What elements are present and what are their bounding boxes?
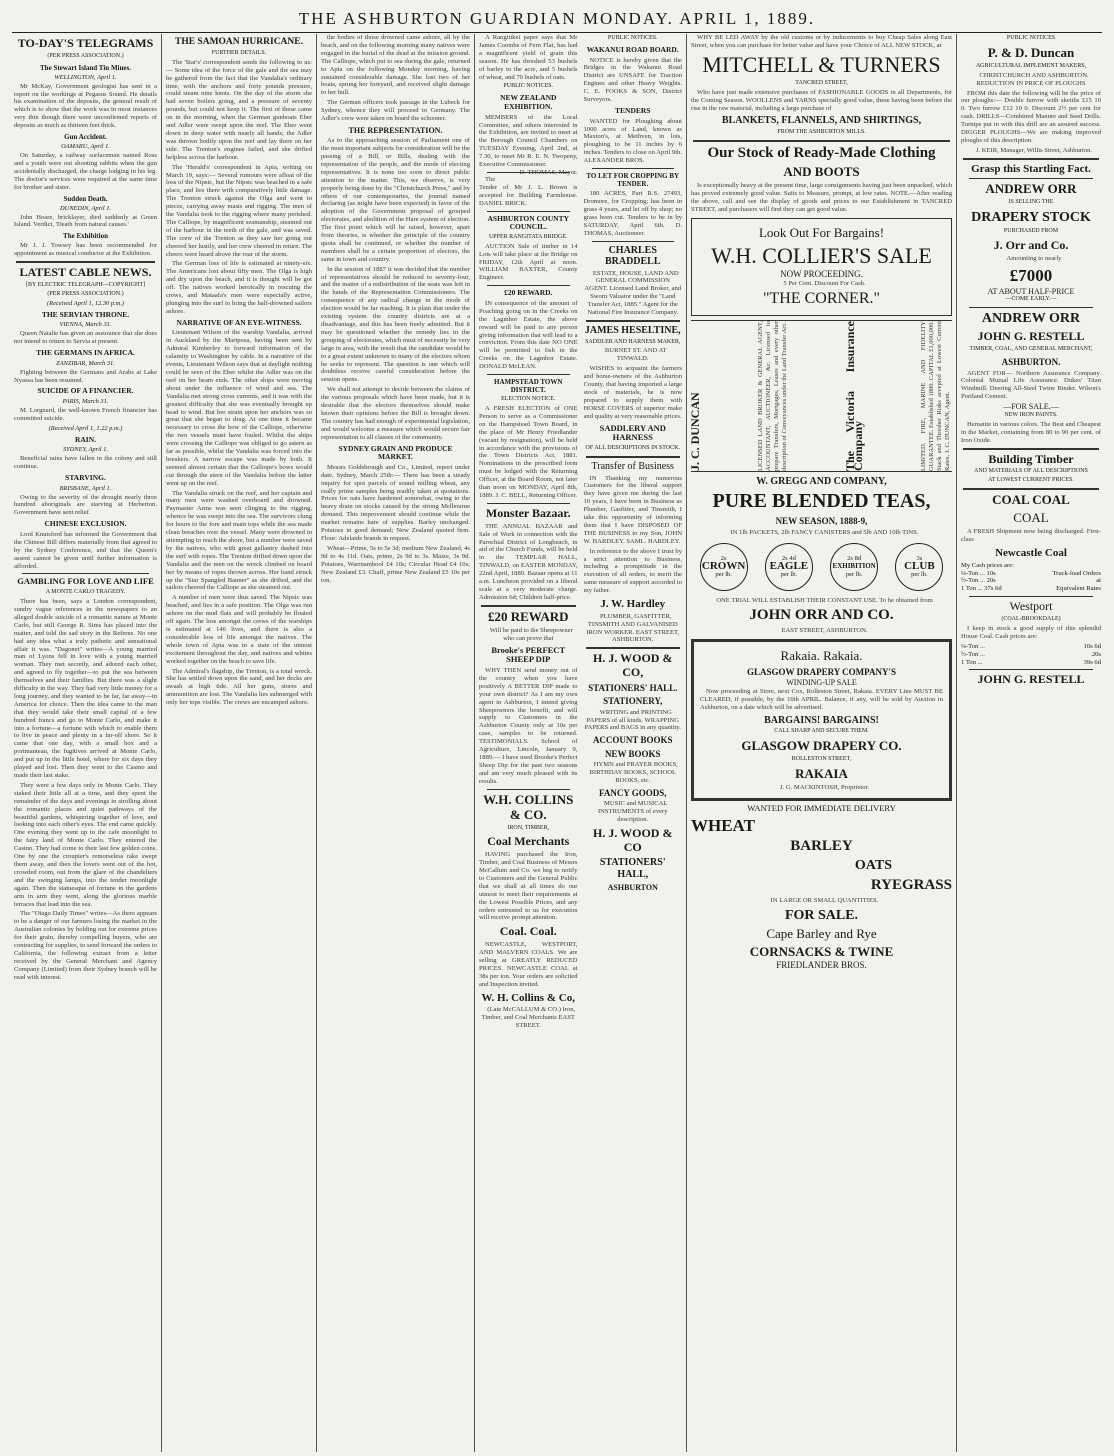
- coal-merchants-heading: Coal Merchants: [487, 834, 570, 849]
- reward2-heading: £20 REWARD: [487, 608, 569, 624]
- article-text: Beneficial rains have fallen in the colony and still continue.: [14, 455, 157, 471]
- ad-text: Is exceptionally heavy at the present time, large consignments having just been unpacked, which has proved extremely good value. Suits to Measure, prompt, at low rates. NOTE.—After reading the above, call and see the display of goods and prices to our Establishment in TANCRED STREET, and purchasers will find they can get good value.: [691, 182, 952, 213]
- new-books-heading: NEW BOOKS: [604, 748, 661, 759]
- come-early-label: —COME EARLY.—: [1005, 296, 1057, 303]
- duncan-heading: P. & D. Duncan: [987, 44, 1075, 60]
- article-text: The Vandalia struck on the reef, and her captain and many men were washed overboard and drowned. Paymaster Arms was seen clinging to the rigging, whence he was swept into the sea. The survivors clung for hours to the fore and main tops while the sea made clean breaches over the vessel. Many were drowned in attempting to reach the shore, but a number were saved by the natives, who with great gallantry dashed into the surf with ropes. The Trenton drifted down upon the Vandalia and the men on the wreck climbed on board her by means of ropes thrown across. Her band struck up the "Star Spangled Banner" as she drifted, and the sailors cheered the Calliope as she steamed out.: [166, 489, 312, 592]
- newcastle-heading: Newcastle Coal: [995, 546, 1067, 559]
- press-association-note: (PER PRESS ASSOCIATION.): [47, 52, 124, 59]
- duncan-subheading: AGRICULTURAL IMPLEMENT MAKERS,: [975, 62, 1087, 69]
- bridge-subheading: UPPER RANGITATA BRIDGE.: [488, 233, 568, 240]
- column-1: [10, 34, 162, 1452]
- heseltine-heading: JAMES HESELTINE,: [584, 325, 681, 336]
- article-text: A Rangitikei paper says that Mr James Coombs of Fern Flat, has had a magnificent yield of grain this season. He has threshed 53 bushels of barley to the acre, and 5 bushels of wheat, and 70 bushels of oats.: [479, 34, 578, 81]
- reward-heading: £20 REWARD.: [504, 288, 553, 298]
- column-2: [162, 34, 317, 1452]
- prices-label: AT LOWEST CURRENT PRICES.: [988, 477, 1074, 484]
- article-text: Mr McKay, Government geologist has sent in a report on the workings at Pegasus Sound. He details his examination of the deposits, the general result of which is to show that the work was in most instances very thin though there were unconfirmed reports of deposits as much as thirteen feet thick.: [14, 82, 157, 130]
- westport-heading: Westport: [1009, 599, 1053, 614]
- bargains-heading: Look Out For Bargains!: [758, 224, 885, 240]
- column-4b: PUBLIC NOTICES. WAKANUI ROAD BOARD. NOTICE is hereby given that the Bridges in the Wakanui Road District are UNSAFE for Traction Engines and other Heavy Weights. C. E. FOOKS & SON, District Surveyors. TENDERS WANTED for Ploughing about 1000 acres of Land, known as Maxton's, at Methven, in lots, ploughing to be 11 inches by 6 inches. Tenders to close on April 9th. ALEXANDER BROS. TO LET FOR CROPPING BY TENDER. 180 ACRES, Part R.S. 27493, Dromore, for Cropping; has been in grass 4 years, and let off by shop; no grass been cut. Tenders to be in by SATURDAY, April 6th. D. THOMAS, Auctioneer. CHARLES BRADDELL ESTATE, HOUSE, LAND AND GENERAL COMMISSION AGENT. Licensed Land Broker, and Sworn Valuator under the "Land Transfer Act, 1885." Agent for the National Fire Insurance Company. JAMES HESELTINE, SADDLER AND HARNESS MAKER, BURNET ST. AND AT TINWALD. WISHES to acquaint the farmers and horse-owners of the Ashburton County, that having imported a large stock of materials, he is now prepared to supply them with HORSE COVERS of superior make and quality at very reasonable prices. SADDLERY AND HARNESS OF ALL DESCRIPTIONS IN STOCK. Transfer of Business IN Thanking my numerous Customers for the liberal support they have given me during the last 10 years, I have been in Business as Plumber, Gasfitter, and Tinsmith, I take this opportunity of informing them that I have DISPOSED OF THE BUSINESS to my Son, JOHN W. HARDLEY. SAML. HARDLEY. In reference to the above I trust by a strict attention to Business, including a promptitude in the execution of all orders, to merit the same measure of support accorded to my father. J. W. Hardley PLUMBER, GASFITTER, TINSMITH AND GALVANISED IRON WORKER. EAST STREET, ASHBURTON. H. J. WOOD & CO, STATIONERS' HALL. STATIONERY, WRITING and PRINTING PAPERS of all kinds. WRAPPING PAPERS and BAGS in any quantity. ACCOUNT BOOKS NEW BOOKS HYMN and PRAYER BOOKS, BIRTHDAY BOOKS, SCHOOL BOOKS, etc. FANCY GOODS, MUSIC and MUSICAL INSTRUMENTS of every description. H. J. WOOD & CO STATIONERS' HALL, ASHBURTON: [583, 35, 682, 893]
- road-board-heading: WAKANUI ROAD BOARD.: [586, 44, 679, 54]
- gun-heading: Gun Accident.: [64, 133, 107, 142]
- timber-label: TIMBER, COAL, AND GENERAL MERCHANT,: [969, 346, 1093, 353]
- bargains2-heading: BARGAINS! BARGAINS!: [764, 714, 879, 726]
- coal-heading: Coal. Coal.: [499, 924, 557, 939]
- mitchell-heading: MITCHELL & TURNERS: [702, 51, 941, 77]
- hampstead-heading: HAMPSTEAD TOWN DISTRICT.: [494, 378, 563, 395]
- collins-heading: W.H. COLLINS & CO.: [483, 791, 574, 822]
- collier-heading: W.H. COLLIER'S SALE: [711, 242, 932, 268]
- andrew-orr-heading-2: ANDREW ORR: [981, 311, 1081, 327]
- tea-badge: 2s 8d EXHIBITION per lb.: [830, 543, 878, 591]
- ad-text: AGENT FOR— Northern Assurance Company. Colonial Mutual Life Assurance. Dukes' Titan Windmill. Deering All-Steel Twine Binder. Wilson's Portland Cement.: [961, 369, 1101, 401]
- narrative-heading: NARRATIVE OF AN EYE-WITNESS.: [176, 317, 302, 327]
- article-text: Messrs Goldsbrough and Co., Limited, report under date, Sydney, March 25th:— There has been a steady inquiry for spot parcels of sound milling wheat, any really prime samples being readily taken at quotations. Prices for oats have hardened somewhat, owing to the heavy drain on stocks caused by the strong Melbourne demand. This improvement should continue while the market remains bare of supplies. Barley unchanged. Potatoes in good demand; New Zealand quoted firm. Flour: Adelaide brands in request.: [321, 463, 470, 542]
- article-text: We shall not attempt to decide between the claims of the various proposals which have been made, but it is desirable that the electors themselves should make known their opinions before the Bill is brought down. The country has had enough of experimental legislation, and would welcome a measure which would secure fair representation to all classes of the community.: [321, 386, 470, 441]
- collier-subheading: NOW PROCEEDING.: [780, 268, 863, 279]
- article-text: The "Otago Daily Times" writes—As there appears to be a danger of our farmers losing the market in the Australian colonies by holding out for extreme prices for their grain, thereby compelling buyers, who are contracting for supplies, to send forward the orders to California, the following extract from a letter received by the General Merchant and Agency Company (Limited) from their Sydney branch will be read with interest.: [14, 910, 157, 981]
- account-books-heading: ACCOUNT BOOKS: [592, 735, 673, 746]
- ad-text: ESTATE, HOUSE, LAND AND GENERAL COMMISSION AGENT. Licensed Land Broker, and Sworn Valuator under the "Land Transfer Act, 1885." Agent for the National Fire Insurance Company.: [584, 269, 682, 317]
- press-association-note-2: (PER PRESS ASSOCIATION.): [47, 290, 124, 297]
- public-notices-label: PUBLIC NOTICES.: [503, 83, 554, 90]
- collier-ad: Look Out For Bargains! W.H. COLLIER'S SALE NOW PROCEEDING. 5 Per Cent. Discount For Cash. "THE CORNER.": [691, 218, 952, 316]
- article-text: The German loss of life is estimated at ninety-six. The Americans lost about fifty men. The Olga is high and dry upon the beach, and it is thought will be got off. The natives worked heroically in rescuing the crews, and Mataafa's men were especially active, plunging into the surf to bring the half-drowned sailors ashore.: [166, 260, 312, 315]
- ad-text: In reference to the above I trust by a strict attention to Business, including a promptitude in the execution of all orders, to merit the same measure of support accorded to my father.: [583, 547, 682, 595]
- copyright-note: [BY ELECTRIC TELEGRAPH—COPYRIGHT]: [26, 282, 145, 288]
- vertical-ads: J. C. DUNCAN LICENSED LAND BROKER & GENERAL AGENT, ACCOUNTANT, AUCTIONEER, &c. Licensed to prepare Transfers, Mortgages, Leases and every other description of Conveyances under the Land Transfer Act. The Victoria Insurance Company LIMITED. FIRE, MARINE AND FIDELITY GUARANTEE. Established 1880. CAPITAL £1,000,000. Stack and Thresher Risks accepted at Lowest Current Rates. J. C. DUNCAN, Agent.: [688, 320, 951, 471]
- bazaar-heading: Monster Bazaar.: [485, 505, 571, 520]
- ad-text: THE ANNUAL BAZAAR and Sale of Work in connection with the Parochial District of Longbeach, in aid of the Church Funds, will be held in the TEMPLAR HALL, TINWALD, on EASTER MONDAY, 22nd April, 1889. Bazaar opens at 11 a.m. Luncheon provided on a liberal scale at a very moderate charge. Admission 6d; Children half-price.: [479, 522, 578, 601]
- ad-text: Hematite in various colors. The Best and Cheapest in the Market, containing from 80 to 90 per cent. of Iron Oxide.: [961, 420, 1101, 444]
- gregg-heading: W. GREGG AND COMPANY,: [756, 475, 887, 487]
- article-text: The German officers took passage in the Lubeck for Sydney, whence they will proceed to Germany. The Adler's crew were taken on board the schooner.: [321, 99, 470, 123]
- public-notices-label-6: PUBLIC NOTICES: [1006, 35, 1056, 41]
- starving-heading: STARVING.: [65, 473, 106, 482]
- boots-heading: AND BOOTS: [783, 164, 860, 180]
- article-text: the bodies of those drowned came ashore, all by the beach, and on the following morning many natives were engaged in the burial of the dead at the mission ground. The Calliope, which put to sea during the gale, returned to Apia on the following Monday morning, having sustained considerable damage. She lost two of her boats, sprung her foreyard, and received slight damage to her hull.: [321, 34, 470, 97]
- column-4a: A Rangitikei paper says that Mr James Coombs of Fern Flat, has had a magnificent yield of grain this season. He has threshed 53 bushels of barley to the acre, and 5 bushels of wheat, and 70 bushels of oats. PUBLIC NOTICES. NEW ZEALAND EXHIBITION. MEMBERS of the Local Committee, and others interested in the Exhibition, are invited to meet at the Borough Council Chambers on TUESDAY Evening, April 2nd, at 7.30, to meet Mr R. E. N. Twopeny, Executive Commissioner. D. THOMAS, Mayor. The Tender of Mr J. L. Brown is accepted for Building Farmhouse. DANIEL BRICK. ASHBURTON COUNTY COUNCIL. UPPER RANGITATA BRIDGE. AUCTION Sale of timber in 14 Lots will take place at the Bridge on FRIDAY, 12th April at noon. WILLIAM BAXTER, County Engineer. £20 REWARD. IN consequence of the amount of Poaching going on in the Creeks on the Lagmhor Estate, the above reward will be paid to any person giving information that will lead to a conviction. From this date NO ONE will be permitted to fish in the Creeks on the Lagmhor Estate. DONALD McLEAN. HAMPSTEAD TOWN DISTRICT. ELECTION NOTICE. A FRESH ELECTION of ONE Person to serve as a Commissioner on the Hampstead Town Board, in the place of Mr Henry Friedlander (vacant by resignation), will be held in accordance with the provisions of the Town Districts Act, 1881. Nominations in the prescribed form must be lodged with the Returning Officer, at the Board Room, not later than noon on MONDAY, April 8th, 1889. J. C. BELL, Returning Officer. Monster Bazaar. THE ANNUAL BAZAAR and Sale of Work in connection with the Parochial District of Longbeach, in aid of the Church Funds, will be held in the TEMPLAR HALL, TINWALD, on EASTER MONDAY, 22nd April, 1889. Bazaar opens at 11 a.m. Luncheon provided on a liberal scale at a very moderate charge. Admission 6d; Children half-price. £20 REWARD Will be paid to the Sheepowner who can prove that Brooke's PERFECT SHEEP DIP WHY THEN send money out of the country when you have positively A BETTER DIP made to your own district? As I am my own agent in Ashburton, I intend giving Sheepowners the benefit, and will supply to Customers in the Ashburton County only at 10s per case, samples to be returned. TESTIMONIALS. School of Agriculture, Lincoln, January 9, 1889.— I have used Brooke's Perfect Sheep Dip for the past two seasons and am very much pleased with its results. W.H. COLLINS & CO. IRON, TIMBER, Coal Merchants HAVING purchased the Iron, Timber, and Coal Business of Messrs McCallum and Co. we beg to notify to Customers and the General Public that we shall at all times do our utmost to meet their requirements at the Lowest Possible Prices, and any orders entrusted to us for execution will receive prompt attention. Coal. Coal. NEWCASTLE, WESTPORT, AND MALVERN COALS. We are selling at GREATLY REDUCED PRICES. NEWCASTLE COAL at 38s per ton. Your orders are solicited and Inspection invited. W. H. Collins & Co, (Late McCALLUM & CO.) Iron, Timber, and Coal Merchants EAST STREET.: [479, 34, 578, 1030]
- ad-text: AUCTION Sale of timber in 14 Lots will take place at the Bridge on FRIDAY, 12th April at noon. WILLIAM BAXTER, County Engineer.: [479, 242, 578, 282]
- gun-dateline: OAMARU, April 1.: [61, 143, 110, 151]
- tea-badges: [691, 543, 952, 591]
- stock-heading: Our Stock of Ready-Made Clothing: [707, 144, 936, 161]
- ad-text: FROM this date the following will be the price of our ploughs:— Double furrow with skeiths £15 10 0. Two furrow £12 10 0. Discount 2½ per cent for cash. DRILLS—Combined Manure and Seed Drills. Turnips put in with this drill are an assured success. DIGGER PLOUGHS—We are making improved ploughs of this description.: [961, 89, 1101, 144]
- election-notice: ELECTION NOTICE.: [501, 396, 556, 403]
- friedlander-label: FRIEDLANDER BROS.: [776, 959, 867, 970]
- fancy-goods-heading: FANCY GOODS,: [599, 787, 667, 798]
- hardley-heading: J. W. Hardley: [600, 598, 666, 611]
- ashburton-heading: ASHBURTON.: [1001, 357, 1061, 368]
- iron-paints-label: NEW IRON PAINTS.: [1004, 412, 1058, 419]
- wood2-heading: H. J. WOOD & CO: [593, 825, 673, 854]
- article-text: In the session of 1887 it was decided that the number of representatives should be reduced to seventy-four, and the matter of a redistribution of the seats was left in the hands of the Representation Commissioners. The consequence of any radical change in the mode of election would be far reaching. It is plain that under the existing system the country districts are at a disadvantage, and this has been freely admitted. But it may be questioned whether the remedy lies in the grouping of electorates, which must of necessity be very large in area, with the result that the candidate would be to a great extent unknown to many of the electors whom he seeks to represent. The question is one which will doubtless receive careful consideration before the session opens.: [321, 265, 470, 384]
- building-timber-heading: Building Timber: [988, 451, 1074, 466]
- grasp-heading: Grasp this Startling Fact.: [971, 162, 1091, 175]
- gambling-heading: GAMBLING FOR LOVE AND LIFE: [17, 576, 154, 587]
- braddell-heading: CHARLES BRADDELL: [604, 244, 661, 268]
- telegrams-heading: TO-DAY'S TELEGRAMS: [17, 36, 154, 50]
- samoan-heading: THE SAMOAN HURRICANE.: [175, 37, 303, 47]
- article-text: John Hoare, bricklayer, died suddenly at Green Island. Verdict, 'Death from natural causes.': [14, 213, 157, 229]
- transfer-heading: Transfer of Business: [591, 461, 674, 472]
- ad-text: NOTICE is hereby given that the Bridges in the Wakanui Road District are UNSAFE for Traction Engines and other Heavy Weights. C. E. FOOKS & SON, District Surveyors.: [583, 56, 682, 104]
- orr-co-heading: J. Orr and Co.: [993, 238, 1069, 253]
- brooke-heading: Brooke's PERFECT SHEEP DIP: [491, 644, 566, 665]
- article-text: They were a few days only in Monte Carlo. They staked their little all at a time, and they spent the remainder of the days and evenings in strolling about the romantic places and quiet pathways of the beautiful gardens, whispering together of love, and looking into each other's eyes. The end came quickly. One evening they went up to the cafe moonlight to the fairy land of Monte Carlo. They entered the Casino. They had come to their last few golden coins. One by one the croupier's remorseless rake swept them away, and then the lovers went out of the hot, crowded room, out from the glare of the chandeliers and the swinging lamps, into the tender moonlight again. Then the statuesque of fortune in the gardens arm in arm they went, along the glorious marble terraces that lead into the sea.: [14, 781, 157, 908]
- article-text: Fighting between the Germans and Arabs at Lake Nyassa has been resumed.: [14, 368, 157, 384]
- barley-heading: BARLEY: [790, 838, 853, 855]
- ad-text: I keep in stock a good supply of this splendid House Coal. Cash prices are:: [961, 624, 1101, 640]
- wood-heading: H. J. WOOD & CO,: [593, 651, 673, 680]
- article-text: The Admiral's flagship, the Trenton, is a total wreck. She has settled down upon the sand, and her decks are awash at high tide. All her guns, stores and ammunition are lost. The Vandalia lies submerged with only her tops visible. The crews are encamped ashore.: [166, 667, 312, 707]
- suicide-dateline: PARIS, March 31.: [62, 398, 109, 406]
- mitchell-subheading: TANCRED STREET,: [795, 79, 848, 86]
- forsale-label-6: —FOR SALE.—: [1003, 402, 1059, 412]
- purchased-label: PURCHASED FROM: [1003, 228, 1059, 235]
- glasgow-heading: GLASGOW DRAPERY COMPANY'S: [746, 666, 897, 677]
- materials-label: AND MATERIALS OF ALL DESCRIPTIONS: [974, 468, 1088, 475]
- forsale-heading: FOR SALE.: [784, 907, 859, 923]
- rain-dateline: SYDNEY, April 1.: [62, 446, 109, 454]
- sudden-heading: Sudden Death.: [63, 194, 108, 203]
- coal-prices: My Cash prices are: ¼-Ton ... 10s Truck-load Orders ½-Ton ... 20s at 1 Ton ... 37s 6d Equivalent Rates: [961, 561, 1101, 593]
- blankets-heading: BLANKETS, FLANNELS, AND SHIRTINGS,: [721, 115, 922, 127]
- ad-text: Who have just made extensive purchases of FASHIONABLE GOODS in all Departments, for the Coming Season. WOOLLENS and YARNS specially good value, these having been before the rise in the raw material, including a large purchase of: [691, 88, 952, 112]
- ad-text: Will be paid to the Sheepowner who can prove that: [489, 626, 573, 642]
- article-text: The 'Star's' correspondent sends the following to us:— Some idea of the force of the gale and the sea may be gathered from the fact that the Vandalia's ordinary time, with the anchors and forty pounds pressure, could steam nine knots. On the day of the storm she had seven boilers going, and a pressure of seventy pounds, but could not keep it. The first of these came on in the morning, when the German gunboats Eber and Adler were swept upon the reef. The Eber went down in deep water with nearly all hands; the Adler was thrown bodily upon the reef and lay there on her side. The Trenton's engines failed, and she drifted helpless across the harbour.: [166, 58, 312, 161]
- ad-text: NEWCASTLE, WESTPORT, AND MALVERN COALS. We are selling at GREATLY REDUCED PRICES. NEWCASTLE COAL at 38s per ton. Your orders are solicited and Inspection invited.: [479, 941, 578, 988]
- coal-heading-6: COAL COAL: [992, 492, 1070, 508]
- germans-dateline: ZANZIBAR, March 31.: [56, 359, 115, 367]
- column-3: [317, 34, 475, 1452]
- exhibition-heading: The Exhibition: [63, 232, 108, 241]
- ad-text: HAVING purchased the Iron, Timber, and Coal Business of Messrs McCallum and Co. we beg to notify to Customers and the General Public that we shall at all times do our utmost to meet their requirements at the Lowest Possible Prices, and any orders entrusted to us for execution will receive prompt attention.: [479, 851, 578, 922]
- article-text: Lord Knutsford has informed the Government that the Chinese Bill differs materially from that agreed to by the Sydney Conference, and that the Queen's assent cannot be given until further information is afforded.: [14, 530, 157, 570]
- halfprice-label: AT ABOUT HALF-PRICE: [987, 286, 1075, 296]
- ad-text: WHY BE LED AWAY by the old customs or by inducements to buy Cheap Sales along East Street, when you can purchase for better value and have your Choice of ALL NEW STOCK, at: [691, 34, 952, 49]
- rain-heading: RAIN.: [74, 434, 97, 444]
- stewart-dateline: WELLINGTON, April 1.: [54, 73, 117, 81]
- stationery-heading: STATIONERY,: [603, 696, 663, 707]
- county-council-heading: ASHBURTON COUNTY COUNCIL.: [487, 213, 569, 232]
- ashburton-label: ASHBURTON: [607, 883, 658, 893]
- ad-text: WISHES to acquaint the farmers and horse-owners of the Ashburton County, that having imported a large stock of materials, he is now prepared to supply them with HORSE COVERS of superior make and quality at very reasonable prices.: [583, 365, 682, 420]
- rakaia-heading: Rakaia. Rakaia.: [780, 647, 863, 663]
- ad-text: The Tender of Mr J. L. Brown is accepted for Building Farmhouse. DANIEL BRICK.: [479, 175, 578, 207]
- ad-text: 180 ACRES, Part R.S. 27493, Dromore, for Cropping; has been in grass 4 years, and let off by shop; no grass been cut. Tenders to be in by SATURDAY, April 6th. D. THOMAS, Auctioneer.: [583, 190, 682, 237]
- received-note-2: (Received April 1, 1.22 p.m.): [48, 424, 123, 432]
- sydney-market-heading: SYDNEY GRAIN AND PRODUCE MARKET.: [338, 443, 453, 462]
- ad-text: A FRESH Shipment now being discharged. First-class: [961, 528, 1101, 544]
- ad-text: (Late McCALLUM & CO.) Iron, Timber, and Coal Merchants EAST STREET.: [481, 1006, 576, 1030]
- stationers-heading: STATIONERS' HALL.: [588, 682, 678, 693]
- stewart-heading: The Stewart Island Tin Mines.: [40, 63, 131, 72]
- tenders-heading: TENDERS: [615, 105, 651, 115]
- article-text: A number of men were thus saved. The Nipsic was beached, and lies in a safe position. The Olga was run ashore on the mud flats and will probably be floated off again. The loss amongst the crews of the warships is estimated at 146 lives, and there is also a considerable loss of life amongst the natives. The whole town of Apia was in a state of the utmost excitement throughout the day, and natives and whites worked together on the beach to save life.: [166, 594, 312, 665]
- selling-label: IS SELLING THE: [1008, 199, 1054, 206]
- article-text: The 'Herald's' correspondent in Apia, writing on March 19, says:— Several rumours were afloat of the loss of the Nipsic, but the Nipsic was beached in a safe place, and lies there with comparatively little damage. The Trenton struck against the Olga and went to pieces, carrying away masts and rigging. The men of the Vandalia took to the rigging where many perished. The Calliope, by magnificent seamanship, steamed out of the harbour in the teeth of the gale, and was saved. The crew of the Trenton as they saw her going out cheered her lustily, and her crew cheered in return. The cheers were heard above the roar of the storm.: [166, 163, 312, 258]
- winding-up-heading: WINDING-UP SALE: [786, 677, 857, 687]
- exhibition-ad-heading: NEW ZEALAND EXHIBITION.: [500, 93, 557, 111]
- chinese-heading: CHINESE EXCLUSION.: [44, 519, 127, 529]
- samoan-subheading: FURTHER DETAILS.: [211, 49, 267, 56]
- servian-dateline: VIENNA, March 31.: [59, 321, 112, 329]
- starving-dateline: BRISBANE, April 1.: [59, 484, 112, 492]
- heseltine-subheading: SADDLER AND HARNESS MAKER,: [585, 338, 681, 345]
- season-heading: NEW SEASON, 1888-9,: [775, 516, 868, 527]
- article-text: There has been, says a London correspondent, sundry vague references in the newspapers to an alleged double suicide of a romantic nature at Monte Carlo, but still George R. Sims has placed into the matter, and told the sad story in the Referee. No one had any idea what a truly pathetic and sensational affair it was. "Dagonet" writes—A young married man of Lyons fell in love with a young married woman. They met secretly, and adored each other, and agreed to fly together—to put the sea between themselves and their families. But there was a slight difficulty in the way. They had very little money for a long journey, and they wanted to be far, far away—in America for choice. Then the idea came to the man that they would take their small capital of a few hundred francs and go to Monte Carlo, and make it into a fortune—a fortune with which to enable them to live in peace and plenty in a far-off shore. So it came that one day, with a small box and a portmanteau, the fugitives arrived at Monte Carlo, and put up in the little hotel, where for six days they played and lost. Then they went to the Casino and made their last stake.: [14, 598, 157, 780]
- article-text: M. Lorgnard, the well-known French financier has committed suicide.: [14, 406, 157, 422]
- column-4: [475, 34, 687, 1452]
- coal2-heading: COAL: [1013, 510, 1049, 526]
- tea-badge: 2s CROWN per lb.: [700, 543, 748, 591]
- ad-text: Now proceeding at Store, next Cox, Rolleston Street, Rakaia. EVERY Line MUST BE CLEARED, if possible, by the 10th APRIL. Balance, if any, will be sold by Auction in Ashburton, on a date which will be advertised.: [700, 687, 943, 711]
- ad-text: A FRESH ELECTION of ONE Person to serve as a Commissioner on the Hampstead Town Board, in the place of Mr Henry Friedlander (vacant by resignation), will be held in accordance with the provisions of the Town Districts Act, 1881. Nominations in the prescribed form must be lodged with the Returning Officer, at the Board Room, not later than noon on MONDAY, April 8th, 1889. J. C. BELL, Returning Officer.: [479, 405, 578, 499]
- column-5: WHY BE LED AWAY by the old customs or by inducements to buy Cheap Sales along East Street, when you can purchase for better value and have your Choice of ALL NEW STOCK, at MITCHELL & TURNERS TANCRED STREET, Who have just made extensive purchases of FASHIONABLE GOODS in all Departments, for the Coming Season. WOOLLENS and YARNS specially good value, these having been before the rise in the raw material, including a large purchase of BLANKETS, FLANNELS, AND SHIRTINGS, FROM THE ASHBURTON MILLS. Our Stock of Ready-Made Clothing AND BOOTS Is exceptionally heavy at the present time, large consignments having just been unpacked, which has proved extremely good value. Suits to Measure, prompt, at low rates. NOTE.—After reading the above, call and see the display of goods and prices to our Establishment in TANCRED STREET, and purchasers will find they can get good value. Look Out For Bargains! W.H. COLLIER'S SALE NOW PROCEEDING. 5 Per Cent. Discount For Cash. "THE CORNER." J. C. DUNCAN LICENSED LAND BROKER & GENERAL AGENT, ACCOUNTANT, AUCTIONEER, &c. Licensed to prepare Transfers, Mortgages, Leases and every other description of Conveyances under the Land Transfer Act. The Victoria Insurance Company LIMITED. FIRE, MARINE AND FIDELITY GUARANTEE. Established 1880. CAPITAL £1,000,000. Stack and Thresher Risks accepted at Lowest Current Rates. J. C. DUNCAN, Agent. W. GREGG AND COMPANY, PURE BLENDED TEAS, NEW SEASON, 1888-9, IN 1lb PACKETS, 2lb FANCY CANISTERS and 5lb AND 10lb TINS. 2s CROWN per lb. 2s 4d EAGLE per lb. 2s 8d EXHIBITION per lb. 3s CLUB per lb. ONE TRIAL WILL ESTABLISH THEIR CONSTANT USE. To be obtained from JOHN ORR AND CO. EAST STREET, ASHBURTON. Rakaia. Rakaia. GLASGOW DRAPERY COMPANY'S WINDING-UP SALE Now proceeding at Store, next Cox, Rolleston Street, Rakaia. EVERY Line MUST BE CLEARED, if possible, by the 10th APRIL. Balance, if any, will be sold by Auction in Ashburton, on a date which will be advertised. BARGAINS! BARGAINS! CALL SHARP AND SECURE THEM. GLASGOW DRAPERY CO. ROLLESTON STREET, RAKAIA J. G. MACKINTOSH, Proprietor. WANTED FOR IMMEDIATE DELIVERY WHEAT BARLEY OATS RYEGRASS IN LARGE OR SMALL QUANTITIES. FOR SALE. Cape Barley and Rye CORNSACKS & TWINE FRIEDLANDER BROS.: [687, 34, 957, 1452]
- ad-text: MEMBERS of the Local Committee, and others interested in the Exhibition, are invited to meet at the Borough Council Chambers on TUESDAY Evening, April 2nd, at 7.30, to meet Mr R. E. N. Twopeny, Executive Commissioner. D. THOMAS, Mayor.: [479, 113, 578, 176]
- cape-barley-heading: Cape Barley and Rye: [766, 925, 877, 941]
- teas-heading: PURE BLENDED TEAS,: [712, 490, 931, 513]
- glasgow-ad: Rakaia. Rakaia. GLASGOW DRAPERY COMPANY'S WINDING-UP SALE Now proceeding at Store, next Cox, Rolleston Street, Rakaia. EVERY Line MUST BE CLEARED, if possible, by the 10th APRIL. Balance, if any, will be sold by Auction in Ashburton, on a date which will be advertised. BARGAINS! BARGAINS! CALL SHARP AND SECURE THEM. GLASGOW DRAPERY CO. ROLLESTON STREET, RAKAIA J. G. MACKINTOSH, Proprietor.: [691, 639, 952, 801]
- amount-heading: £7000: [1009, 266, 1053, 285]
- cable-news-heading: LATEST CABLE NEWS.: [19, 265, 152, 280]
- crop-heading: TO LET FOR CROPPING BY TENDER.: [586, 172, 680, 189]
- corner-heading: "THE CORNER.": [762, 290, 881, 308]
- cornsacks-heading: CORNSACKS & TWINE: [749, 943, 894, 959]
- tea-badge: 3s CLUB per lb.: [895, 543, 943, 591]
- orr-heading: JOHN ORR AND CO.: [749, 607, 894, 624]
- wheat-heading: WHEAT: [691, 815, 755, 835]
- monte-carlo-subheading: A MONTE CARLO TRAGEDY.: [45, 589, 126, 596]
- stationers2-heading: STATIONERS' HALL,: [599, 857, 666, 880]
- ad-text: IN Thanking my numerous Customers for the liberal support they have given me during the last 10 years, I have been in Business as Plumber, Gasfitter, and Tinsmith, I take this opportunity of informing them that I have DISPOSED OF THE BUSINESS to my Son, JOHN W. HARDLEY. SAML. HARDLEY.: [583, 474, 682, 545]
- suicide-heading: SUICIDE OF A FINANCIER.: [37, 386, 134, 396]
- masthead-rule: [12, 32, 1102, 33]
- column-6: PUBLIC NOTICES P. & D. Duncan AGRICULTURAL IMPLEMENT MAKERS, CHRISTCHURCH AND ASHBURTON. REDUCTION IN PRICE OF PLOUGHS FROM this date the following will be the price of our ploughs:— Double furrow with skeiths £15 10 0. Two furrow £12 10 0. Discount 2½ per cent for cash. DRILLS—Combined Manure and Seed Drills. Turnips put in with this drill are an assured success. DIGGER PLOUGHS—We are making improved ploughs of this description. J. KEIR, Manager, Willis Street, Ashburton. Grasp this Startling Fact. ANDREW ORR IS SELLING THE DRAPERY STOCK PURCHASED FROM J. Orr and Co. Amounting to nearly £7000 AT ABOUT HALF-PRICE —COME EARLY.— ANDREW ORR JOHN G. RESTELL TIMBER, COAL, AND GENERAL MERCHANT, ASHBURTON. AGENT FOR— Northern Assurance Company. Colonial Mutual Life Assurance. Dukes' Titan Windmill. Deering All-Steel Twine Binder. Wilson's Portland Cement. —FOR SALE.— NEW IRON PAINTS. Hematite in various colors. The Best and Cheapest in the Market, containing from 80 to 90 per cent. of Iron Oxide. Building Timber AND MATERIALS OF ALL DESCRIPTIONS AT LOWEST CURRENT PRICES. COAL COAL COAL A FRESH Shipment now being discharged. First-class Newcastle Coal My Cash prices are: ¼-Ton ... 10s Truck-load Orders ½-Ton ... 20s at 1 Ton ... 37s 6d Equivalent Rates Westport (COAL-BROOKDALE) I keep in stock a good supply of this splendid House Coal. Cash prices are: ¼-Ton ... 10s 6d ½-Ton ... 20s 1 Ton ... 39s 6d JOHN G. RESTELL: [961, 35, 1101, 687]
- tea-badge: 2s 4d EAGLE per lb.: [765, 543, 813, 591]
- article-text: Mr J. J. Towsey has been recommended for appointment as musical conductor at the Exhibition.: [14, 242, 157, 258]
- representation-heading: THE REPRESENTATION.: [348, 125, 443, 135]
- sudden-dateline: DUNEDIN, April 1.: [59, 204, 111, 212]
- article-text: As to the approaching session of Parliament one of the most important subjects for consideration will be the passing of a Bill, or Bills, dealing with the representation of the people, and the mode of electing representatives. It is none too soon to direct public attention to the matter. This, we observe, is very properly being done by the "Christchurch Press," and by others of our contemporaries, the journal named declaring (as might have been expected) in favor of the adoption of the Government proposal of grouped electorates, and abolition of the Hare system of election. The first point which will be raised, however, apart from theories, is whether the principle of the country quota shall be continued, or whether the number of members shall be a certain proportion of electors, the same in town and country.: [321, 137, 470, 263]
- rakaia2-heading: RAKAIA: [795, 765, 848, 781]
- received-note: (Received April 1, 12.30 p.m.): [47, 299, 124, 307]
- restell-heading-2: JOHN G. RESTELL: [977, 672, 1085, 687]
- germans-heading: THE GERMANS IN AFRICA.: [36, 348, 135, 358]
- amounting-label: Amounting to nearly: [1006, 255, 1062, 263]
- oats-heading: OATS: [854, 858, 892, 874]
- masthead: THE ASHBURTON GUARDIAN MONDAY. APRIL 1, 1889.: [298, 9, 816, 28]
- article-text: Owing to the severity of the drought nearly three hundred aboriginals are starving at Herberton. Government have sent relief.: [14, 493, 157, 517]
- ad-text: IN consequence of the amount of Poaching going on in the Creeks on the Lagmhor Estate, the above reward will be paid to any person giving information that will lead to a conviction. From this date NO ONE will be permitted to fish in the Creeks on the Lagmhor Estate. DONALD McLEAN.: [479, 299, 578, 371]
- article-text: Wheat—Prime, 5s to 5s 3d; medium New Zealand, 4s 9d to 4s 11d. Oats, prime, 2s 9d to 3s. Maize, 3s 9d. Potatoes, Warrnambool £4 10s; Circular Head £4 10s; New Zealand £3. Chaff, prime New Zealand £5 10s per ton.: [321, 544, 470, 584]
- ryegrass-heading: RYEGRASS: [870, 877, 952, 894]
- collins3-heading: W. H. Collins & Co,: [481, 991, 575, 1004]
- saddlery-heading: SADDLERY AND HARNESS: [599, 422, 666, 443]
- article-text: Queen Natalie has given an assurance that she does not intend to return to Servia at present.: [14, 330, 157, 346]
- ad-text: WHY THEN send money out of the country when you have positively A BETTER DIP made to your own district? As I am my own agent in Ashburton, I intend giving Sheepowners the benefit, and will supply to Customers in the Ashburton County only at 10s per case, samples to be returned. TESTIMONIALS. School of Agriculture, Lincoln, January 9, 1889.— I have used Brooke's Perfect Sheep Dip for the past two seasons and am very much pleased with its results.: [479, 667, 578, 785]
- article-text: On Saturday, a railway surfaceman named Ross and a youth were out shooting rabbits when the gun accidentally discharged, the charge lodging in his leg. The doctor's services were required at the same time for brother and sister.: [14, 152, 157, 191]
- article-text: Lieutenant Wilson of the warship Vandalia, arrived in Auckland by the Mariposa, having been sent by Admiral Kimberley to forward information of the calamity to Washington by cable. In a narrative of the events, Lieutenant Wilson says that at daylight nothing could be seen of the Eber whilst the Adler was on the reef on her beam ends. The other ships were moving about under the influence of wind and sea. The Vandalia met strong cross currents, and it was with the greatest difficulty that she was eventually brought up head to wind. But her strain upon her anchors was so great that she began to drag. At one time it became necessary to cross the bow of the Calliope, otherwise the two vessels must have fouled. Whilst the ships were crossing the Calliope was obliged to go astern as far as possible, whilst the Vandalia was forced into the breakers. A narrow escape was made by both. It seemed almost certain that the Calliope's bows would cut through the stern of the Vandalia before the latter went up on the reef.: [166, 329, 312, 487]
- restell-heading: JOHN G. RESTELL: [977, 329, 1085, 344]
- servian-heading: THE SERVIAN THRONE.: [41, 309, 130, 319]
- ad-text: WANTED for Ploughing about 1000 acres of Land, known as Maxton's, at Methven, in lots, ploughing to be 11 inches by 6 inches. Tenders to close on April 9th. ALEXANDER BROS.: [583, 117, 682, 165]
- wanted-heading: WANTED FOR IMMEDIATE DELIVERY: [747, 802, 896, 813]
- andrew-orr-heading: ANDREW ORR: [985, 181, 1077, 197]
- glasgow2-heading: GLASGOW DRAPERY CO.: [741, 737, 902, 753]
- drapery-heading: DRAPERY STOCK: [971, 210, 1091, 226]
